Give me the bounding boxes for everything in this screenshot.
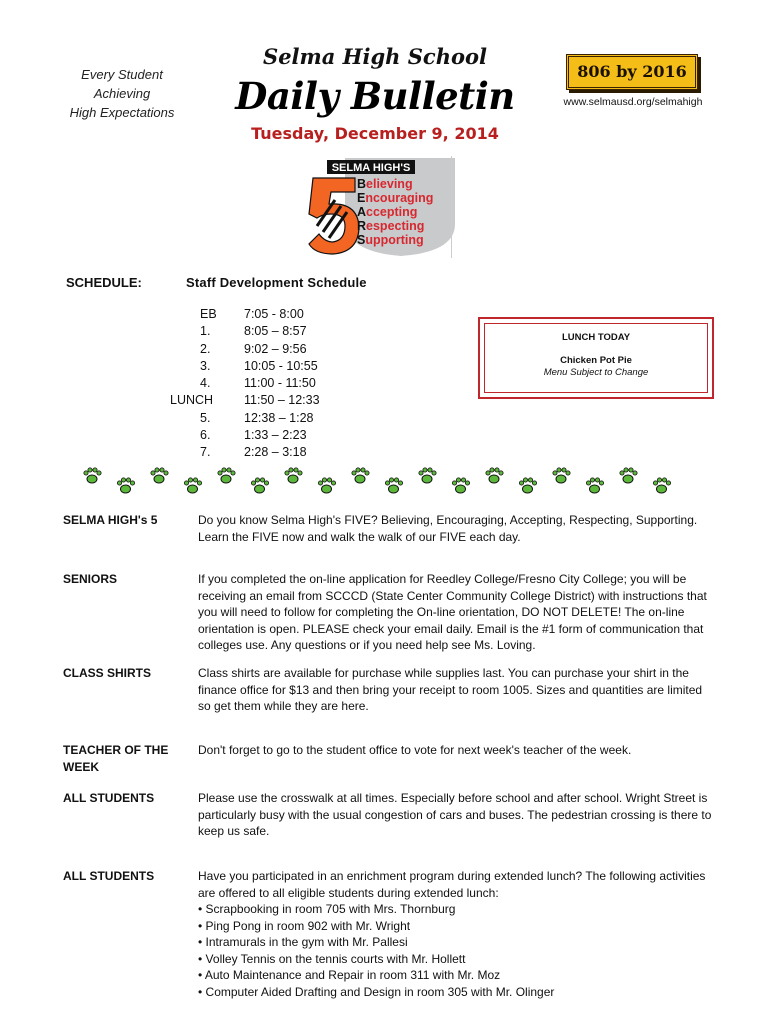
paw-print-icon (151, 468, 168, 483)
period-time: 1:33 – 2:23 (244, 428, 307, 443)
paw-print-icon (419, 468, 436, 483)
activity-item: • Auto Maintenance and Repair in room 311 with Mr. Moz (198, 967, 718, 984)
paw-print-divider (78, 462, 678, 502)
announcement-label: ALL STUDENTS (63, 869, 155, 883)
bears-crest-logo (305, 152, 465, 260)
announcement-label: CLASS SHIRTS (63, 666, 152, 680)
crest-value-encouraging: Encouraging (357, 191, 434, 205)
paw-print-icon (486, 468, 503, 483)
period-time: 10:05 - 10:55 (244, 358, 318, 373)
paw-print-icon (519, 478, 536, 493)
period-name: 4. (200, 376, 211, 391)
motto-line: High Expectations (69, 105, 175, 120)
period-row (160, 306, 400, 323)
schedule-title: Staff Development Schedule (186, 275, 367, 290)
period-row (160, 444, 400, 461)
period-row (160, 427, 400, 444)
schedule-label: SCHEDULE: (66, 275, 142, 290)
period-time: 11:00 - 11:50 (244, 376, 316, 391)
activity-item: • Ping Pong in room 902 with Mr. Wright (198, 918, 718, 935)
activity-item: • Computer Aided Drafting and Design in room 305 with Mr. Olinger (198, 984, 718, 1001)
period-row (160, 375, 400, 392)
paw-print-icon (251, 478, 268, 493)
period-list (160, 306, 400, 462)
period-name: 1. (200, 324, 211, 339)
announcement-body: Do you know Selma High's FIVE? Believing, Encouraging, Accepting, Respecting, Supporting. Learn the FIVE now and walk the walk of our FIVE each day. (198, 513, 698, 544)
page-title: Daily Bulletin (235, 74, 515, 118)
period-name: 5. (200, 410, 211, 425)
announcement-label: ALL STUDENTS (63, 791, 155, 805)
lunch-item: Chicken Pot Pie (560, 355, 632, 366)
crest-value-accepting: Accepting (357, 205, 418, 219)
activity-item: • Intramurals in the gym with Mr. Pallesi (198, 934, 718, 951)
period-row (160, 341, 400, 358)
crest-divider (451, 156, 452, 258)
period-row (160, 358, 400, 375)
period-name: 6. (200, 428, 211, 443)
paw-print-icon (620, 468, 637, 483)
period-row (160, 410, 400, 427)
crest-value-respecting: Respecting (357, 219, 425, 233)
announcement-label: SENIORS (63, 572, 118, 586)
paw-print-icon (218, 468, 235, 483)
paw-print-icon (285, 468, 302, 483)
announcement-body: Class shirts are available for purchase while supplies last. You can purchase your shirt in the finance office for $13 and then bring your receipt to room 1005. Sizes and quantities are limited so get them while they are here. (198, 666, 703, 713)
period-time: 9:02 – 9:56 (244, 341, 307, 356)
announcement-body: Please use the crosswalk at all times. Especially before school and after school. Wright Street is particularly busy with the usual congestion of cars and buses. The pedestrian crossing is there to keep us safe. (198, 791, 712, 838)
website-link[interactable]: www.selmausd.org/selmahigh (563, 96, 703, 108)
activity-item: • Volley Tennis on the tennis courts with Mr. Hollett (198, 951, 718, 968)
goal-badge (566, 54, 698, 90)
announcement-body: If you completed the on-line application for Reedley College/Fresno City College; you will be receiving an email from SCCCD (State Center Community College District) with instructions that you will need to follow for completing the On-line orientation, DO NOT DELETE! The on-line orientation is open. PLEASE check your email daily. Email is the #1 form of communication that colleges use. Any questions or if you need help see Ms. Loving. (198, 572, 707, 652)
announcement-intro: Have you participated in an enrichment program during extended lunch? The following activities are offered to all eligible students during extended lunch: (198, 869, 706, 900)
crest-value-supporting: Supporting (357, 233, 424, 247)
announcement-label: SELMA HIGH's 5 (63, 513, 158, 527)
paw-print-icon (318, 478, 335, 493)
paw-print-icon (452, 478, 469, 493)
period-name: LUNCH (170, 393, 214, 408)
period-name: 3. (200, 358, 211, 373)
period-time: 2:28 – 3:18 (244, 445, 307, 460)
period-time: 8:05 – 8:57 (244, 324, 307, 339)
crest-heading: SELMA HIGH'S (331, 162, 411, 174)
period-name: 2. (200, 341, 211, 356)
period-time: 12:38 – 1:28 (244, 410, 314, 425)
announcement-body: Don't forget to go to the student office to vote for next week's teacher of the week. (198, 743, 632, 757)
lunch-today-inner (484, 323, 708, 393)
period-row (160, 323, 400, 340)
period-row (160, 392, 400, 409)
paw-print-icon (653, 478, 670, 493)
crest-value-believing: Believing (357, 177, 413, 191)
motto (52, 65, 192, 122)
activity-list (198, 901, 718, 1000)
activity-item: • Scrapbooking in room 705 with Mrs. Thornburg (198, 901, 718, 918)
paw-print-icon (553, 468, 570, 483)
paw-print-icon (385, 478, 402, 493)
period-time: 7:05 - 8:00 (244, 307, 304, 321)
school-name: Selma High School (263, 44, 487, 69)
paw-print-icon (84, 468, 101, 483)
paw-print-icon (352, 468, 369, 483)
announcement-label: TEACHER OF THE WEEK (63, 743, 169, 774)
period-name: EB (200, 307, 217, 321)
lunch-today-box (478, 317, 714, 399)
bulletin-date: Tuesday, December 9, 2014 (251, 124, 499, 143)
goal-badge-text: 806 by 2016 (577, 62, 687, 81)
paw-print-icon (184, 478, 201, 493)
motto-line: Every Student (81, 67, 163, 82)
motto-line: Achieving (93, 86, 151, 101)
paw-print-icon (586, 478, 603, 493)
paw-print-icon (117, 478, 134, 493)
period-name: 7. (200, 445, 211, 460)
lunch-heading: LUNCH TODAY (561, 332, 631, 343)
announcement-body (198, 868, 718, 1000)
period-time: 11:50 – 12:33 (244, 393, 320, 408)
lunch-note: Menu Subject to Change (543, 367, 649, 378)
